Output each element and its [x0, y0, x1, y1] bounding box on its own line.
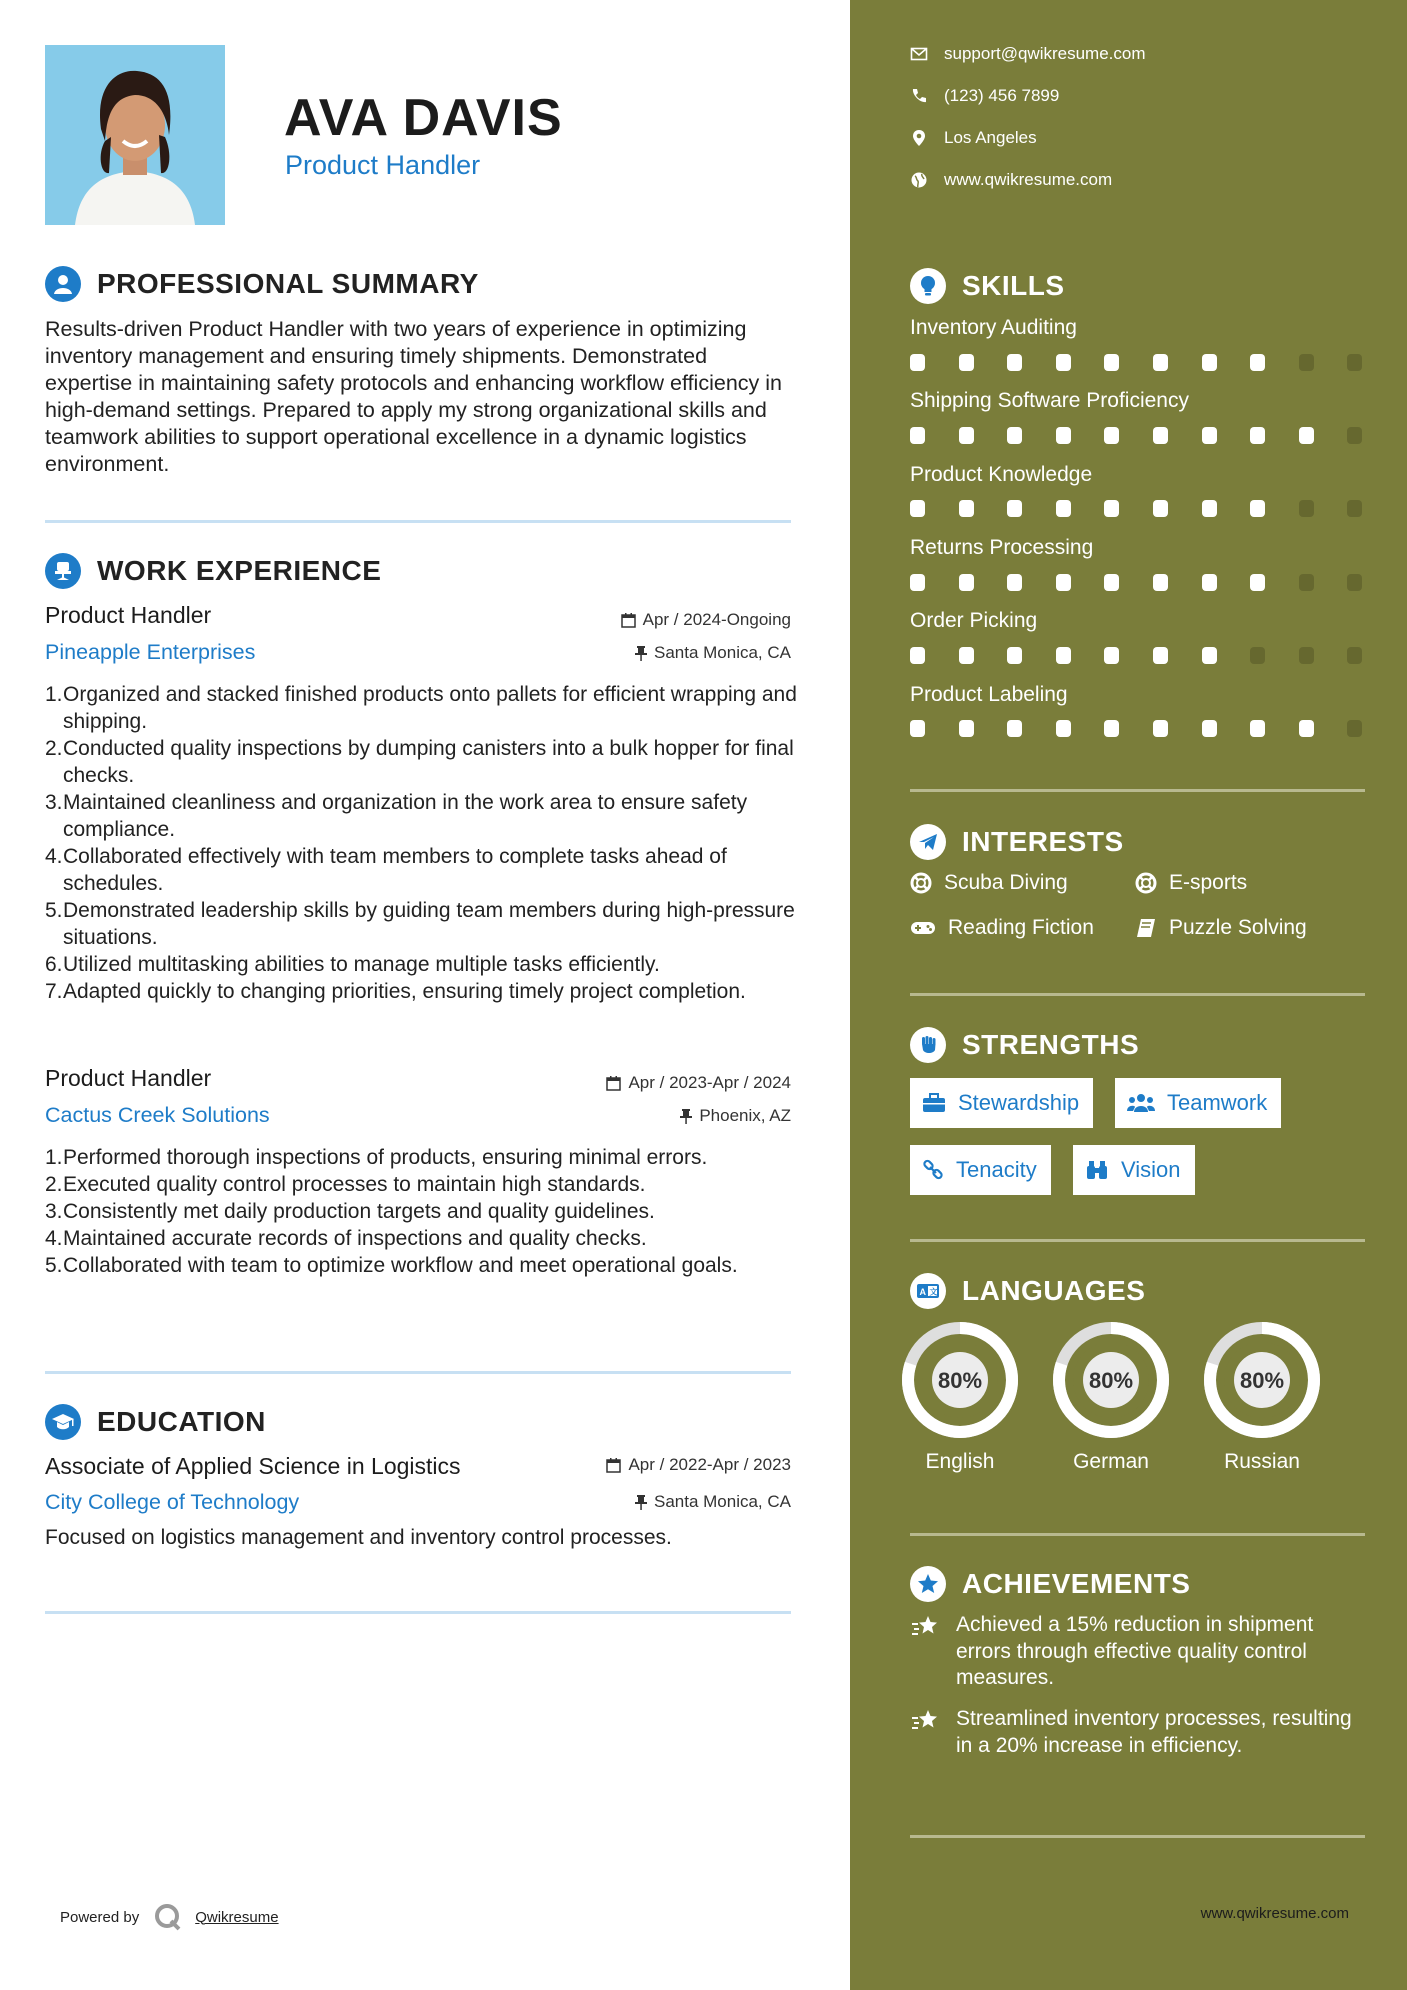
- skill-label: Product Knowledge: [910, 463, 1093, 486]
- list-item: 3. Maintained cleanliness and organization in the work area to ensure safety compliance.: [45, 791, 748, 841]
- skill-rating: [910, 647, 1396, 664]
- skill-rating: [910, 354, 1396, 371]
- gamepad-icon: [910, 919, 936, 937]
- interests-header: [910, 824, 1124, 860]
- skill-dot-filled: [1202, 354, 1217, 371]
- skill-dot-filled: [1056, 574, 1071, 591]
- skill-dot-empty: [1299, 354, 1314, 371]
- interest-item: [1135, 871, 1247, 895]
- list-item: 5. Collaborated with team to optimize workflow and meet operational goals.: [45, 1254, 738, 1277]
- sidebar-divider: [910, 1835, 1365, 1838]
- job-company: Cactus Creek Solutions: [45, 1103, 270, 1127]
- envelope-icon: [910, 45, 928, 63]
- user-icon: [45, 266, 81, 302]
- achievement-item: [910, 1706, 1370, 1759]
- strength-badge: [1115, 1078, 1281, 1128]
- footer-website[interactable]: www.qwikresume.com: [1200, 1905, 1349, 1922]
- skill-dot-filled: [1056, 427, 1071, 444]
- skill-dot-filled: [959, 574, 974, 591]
- skill-dot-filled: [1007, 574, 1022, 591]
- skill-dot-filled: [1007, 647, 1022, 664]
- skill-dot-filled: [1202, 720, 1217, 737]
- skill-dot-filled: [1104, 647, 1119, 664]
- skills-heading: SKILLS: [962, 270, 1065, 301]
- skill-dot-filled: [959, 720, 974, 737]
- education-dates: [606, 1455, 791, 1475]
- achievement-text: Streamlined inventory processes, resulting in a 20% increase in efficiency.: [956, 1707, 1352, 1757]
- education-description: Focused on logistics management and inventory control processes.: [45, 1526, 672, 1549]
- education-dates-text: Apr / 2022-Apr / 2023: [628, 1455, 791, 1474]
- languages-heading: LANGUAGES: [962, 1275, 1146, 1306]
- users-icon: [1127, 1093, 1155, 1113]
- skill-dot-filled: [1202, 427, 1217, 444]
- interest-label: Reading Fiction: [948, 916, 1094, 939]
- job-title: Product Handler: [45, 602, 212, 628]
- work-header: [45, 553, 381, 589]
- skill-dot-filled: [1104, 354, 1119, 371]
- contact-email[interactable]: [910, 44, 1146, 64]
- section-divider: [45, 520, 791, 523]
- language-name: English: [925, 1450, 995, 1473]
- skill-dot-filled: [1056, 354, 1071, 371]
- svg-text:A: A: [919, 1287, 926, 1297]
- list-item: 2. Conducted quality inspections by dumping canisters into a bulk hopper for final checks.: [45, 737, 794, 787]
- contact-email-text: support@qwikresume.com: [944, 44, 1146, 63]
- skill-dot-filled: [1250, 720, 1265, 737]
- sidebar: [850, 0, 1407, 1990]
- skill-dot-filled: [959, 427, 974, 444]
- contact-phone-text: (123) 456 7899: [944, 86, 1060, 105]
- sidebar-divider: [910, 1239, 1365, 1242]
- contact-location: [910, 128, 1037, 148]
- skills-header: [910, 268, 1065, 304]
- powered-by-label: Powered by: [60, 1908, 140, 1926]
- strengths-header: [910, 1027, 1139, 1063]
- list-item: 6. Utilized multitasking abilities to manage multiple tasks efficiently.: [45, 953, 660, 976]
- skill-dot-filled: [910, 647, 925, 664]
- shooting-star-icon: [910, 1614, 942, 1640]
- contact-location-text: Los Angeles: [944, 128, 1037, 147]
- skill-dot-empty: [1347, 500, 1362, 517]
- lightbulb-icon: [910, 268, 946, 304]
- education-location: [635, 1492, 791, 1512]
- skill-dot-empty: [1250, 647, 1265, 664]
- skill-dot-filled: [1153, 354, 1168, 371]
- qwikresume-link[interactable]: Qwikresume: [195, 1908, 279, 1926]
- svg-text:文: 文: [929, 1287, 938, 1297]
- skill-dot-filled: [1104, 427, 1119, 444]
- lifebuoy-icon: [910, 872, 932, 894]
- skill-dot-filled: [910, 500, 925, 517]
- section-divider: [45, 1611, 791, 1614]
- skill-dot-filled: [1056, 647, 1071, 664]
- interests-heading: INTERESTS: [962, 826, 1124, 857]
- job-dates-text: Apr / 2023-Apr / 2024: [628, 1073, 791, 1092]
- language-progress-ring: [898, 1318, 1022, 1442]
- strength-label: Vision: [1121, 1157, 1181, 1182]
- job-bullets: [45, 681, 800, 1005]
- skill-dot-filled: [1153, 647, 1168, 664]
- shooting-star-icon: [910, 1708, 942, 1734]
- skill-rating: [910, 427, 1396, 444]
- skill-dot-filled: [1153, 720, 1168, 737]
- language-icon: [910, 1273, 946, 1309]
- sidebar-divider: [910, 1533, 1365, 1536]
- achievement-item: [910, 1612, 1370, 1692]
- pin-icon: [680, 1109, 692, 1124]
- skill-rating: [910, 720, 1396, 737]
- school-name: City College of Technology: [45, 1490, 300, 1514]
- skill-dot-filled: [959, 647, 974, 664]
- interest-item: [910, 871, 1068, 895]
- skill-dot-filled: [1250, 500, 1265, 517]
- contact-phone[interactable]: [910, 86, 1059, 106]
- work-heading: WORK EXPERIENCE: [97, 555, 382, 586]
- job-bullets: [45, 1144, 800, 1279]
- skill-dot-filled: [1250, 354, 1265, 371]
- skill-label: Product Labeling: [910, 683, 1068, 706]
- skill-dot-empty: [1347, 354, 1362, 371]
- job-company: Pineapple Enterprises: [45, 640, 256, 664]
- skill-rating: [910, 500, 1396, 517]
- list-item: 5. Demonstrated leadership skills by guiding team members during high-pressure situations.: [45, 899, 795, 949]
- achievement-text: Achieved a 15% reduction in shipment errors through effective quality control measures.: [956, 1613, 1314, 1689]
- skill-dot-filled: [1202, 500, 1217, 517]
- skill-label: Order Picking: [910, 609, 1038, 632]
- star-badge-icon: [910, 1566, 946, 1602]
- skill-dot-empty: [1299, 500, 1314, 517]
- education-heading: EDUCATION: [97, 1406, 266, 1437]
- languages-header: [910, 1273, 1145, 1309]
- skill-dot-filled: [1104, 574, 1119, 591]
- list-item: 7. Adapted quickly to changing priorities, ensuring timely project completion.: [45, 980, 746, 1003]
- skill-dot-empty: [1299, 647, 1314, 664]
- skill-dot-empty: [1347, 427, 1362, 444]
- profile-photo: [45, 45, 225, 225]
- language-percent: 80%: [1088, 1368, 1134, 1393]
- language-item: [1049, 1318, 1173, 1474]
- skill-dot-empty: [1347, 720, 1362, 737]
- skill-dot-filled: [959, 500, 974, 517]
- education-location-text: Santa Monica, CA: [653, 1492, 791, 1511]
- phone-icon: [910, 87, 928, 105]
- skill-dot-filled: [910, 354, 925, 371]
- paper-plane-icon: [910, 824, 946, 860]
- language-progress-ring: [1200, 1318, 1324, 1442]
- language-progress-ring: [1049, 1318, 1173, 1442]
- skill-dot-filled: [1007, 500, 1022, 517]
- strength-badge: [910, 1078, 1093, 1128]
- contact-website-text: www.qwikresume.com: [944, 170, 1113, 189]
- candidate-name: AVA DAVIS: [284, 89, 563, 147]
- skill-dot-filled: [1153, 574, 1168, 591]
- strength-label: Stewardship: [958, 1090, 1080, 1115]
- sidebar-divider: [910, 993, 1365, 996]
- pin-icon: [635, 1495, 647, 1510]
- skill-dot-filled: [1153, 427, 1168, 444]
- briefcase-icon: [922, 1093, 946, 1113]
- skill-label: Inventory Auditing: [910, 316, 1077, 339]
- skill-dot-filled: [1202, 647, 1217, 664]
- skill-dot-filled: [1104, 720, 1119, 737]
- job-location-text: Santa Monica, CA: [653, 643, 791, 662]
- link-icon: [922, 1159, 944, 1181]
- skill-dot-filled: [910, 574, 925, 591]
- interest-item: [1135, 916, 1307, 940]
- calendar-icon: [606, 1458, 621, 1473]
- strength-label: Tenacity: [956, 1157, 1037, 1182]
- graduation-cap-icon: [45, 1404, 81, 1440]
- strength-label: Teamwork: [1167, 1090, 1268, 1115]
- list-item: 2. Executed quality control processes to maintain high standards.: [45, 1173, 646, 1196]
- skill-dot-filled: [1299, 427, 1314, 444]
- summary-heading: PROFESSIONAL SUMMARY: [97, 268, 479, 299]
- list-item: 3. Consistently met daily production targets and quality guidelines.: [45, 1200, 655, 1223]
- language-item: [1200, 1318, 1324, 1474]
- candidate-title: Product Handler: [285, 150, 481, 180]
- strength-badge: [1073, 1145, 1195, 1195]
- language-name: Russian: [1224, 1450, 1300, 1473]
- strengths-heading: STRENGTHS: [962, 1029, 1140, 1060]
- list-item: 1. Organized and stacked finished products onto pallets for efficient wrapping and shipping.: [45, 683, 797, 733]
- skill-dot-empty: [1347, 647, 1362, 664]
- chair-icon: [45, 553, 81, 589]
- language-item: [898, 1318, 1022, 1474]
- skill-dot-filled: [1007, 720, 1022, 737]
- skill-label: Returns Processing: [910, 536, 1094, 559]
- skill-dot-filled: [1202, 574, 1217, 591]
- achievements-header: [910, 1566, 1190, 1602]
- calendar-icon: [606, 1076, 621, 1091]
- job-location: [635, 643, 791, 663]
- location-pin-icon: [910, 129, 928, 147]
- skill-dot-filled: [959, 354, 974, 371]
- pin-icon: [635, 646, 647, 661]
- skill-dot-filled: [910, 720, 925, 737]
- list-item: 1. Performed thorough inspections of products, ensuring minimal errors.: [45, 1146, 708, 1169]
- skill-rating: [910, 574, 1396, 591]
- skill-dot-filled: [1056, 500, 1071, 517]
- skill-dot-filled: [1007, 427, 1022, 444]
- skill-dot-empty: [1347, 574, 1362, 591]
- book-icon: [1135, 917, 1157, 939]
- skill-dot-filled: [1153, 500, 1168, 517]
- globe-icon: [910, 171, 928, 189]
- list-item: 4. Maintained accurate records of inspections and quality checks.: [45, 1227, 647, 1250]
- language-percent: 80%: [937, 1368, 983, 1393]
- achievements-heading: ACHIEVEMENTS: [962, 1568, 1191, 1599]
- interest-label: Puzzle Solving: [1169, 916, 1307, 939]
- skill-dot-filled: [1104, 500, 1119, 517]
- job-dates-text: Apr / 2024-Ongoing: [642, 610, 791, 629]
- lifebuoy-icon: [1135, 872, 1157, 894]
- qwikresume-logo-icon: [153, 1902, 183, 1932]
- language-percent: 80%: [1239, 1368, 1285, 1393]
- degree-title: Associate of Applied Science in Logistics: [45, 1453, 461, 1479]
- skill-dot-filled: [1056, 720, 1071, 737]
- language-name: German: [1073, 1450, 1149, 1473]
- job-dates: [621, 610, 791, 630]
- section-divider: [45, 1371, 791, 1374]
- interest-label: E-sports: [1169, 871, 1248, 894]
- job-location-text: Phoenix, AZ: [699, 1106, 791, 1125]
- binoculars-icon: [1085, 1159, 1109, 1181]
- skill-dot-filled: [1250, 427, 1265, 444]
- skill-dot-filled: [1299, 720, 1314, 737]
- skill-label: Shipping Software Proficiency: [910, 389, 1189, 412]
- calendar-icon: [621, 613, 636, 628]
- sidebar-divider: [910, 789, 1365, 792]
- skill-dot-filled: [910, 427, 925, 444]
- skill-dot-empty: [1299, 574, 1314, 591]
- skill-dot-filled: [1250, 574, 1265, 591]
- powered-by: [60, 1902, 279, 1932]
- job-dates: [606, 1073, 791, 1093]
- job-location: [680, 1106, 791, 1126]
- contact-website[interactable]: [910, 170, 1112, 190]
- job-title: Product Handler: [45, 1065, 212, 1091]
- summary-header: [45, 266, 479, 302]
- interest-label: Scuba Diving: [944, 871, 1068, 894]
- summary-text: Results-driven Product Handler with two years of experience in optimizing inventory management and ensuring timely shipments. Demonstrated expertise in maintaining safety protocols and enhancing workflow efficiency in high-demand settings. Prepared to apply my strong organizational skills and teamwork abilities to support operational excellence in a dynamic logistics environment.: [45, 317, 782, 476]
- skill-dot-filled: [1007, 354, 1022, 371]
- interest-item: [910, 916, 1094, 940]
- fist-icon: [910, 1027, 946, 1063]
- strength-badge: [910, 1145, 1051, 1195]
- list-item: 4. Collaborated effectively with team members to complete tasks ahead of schedules.: [45, 845, 727, 895]
- education-header: [45, 1404, 266, 1440]
